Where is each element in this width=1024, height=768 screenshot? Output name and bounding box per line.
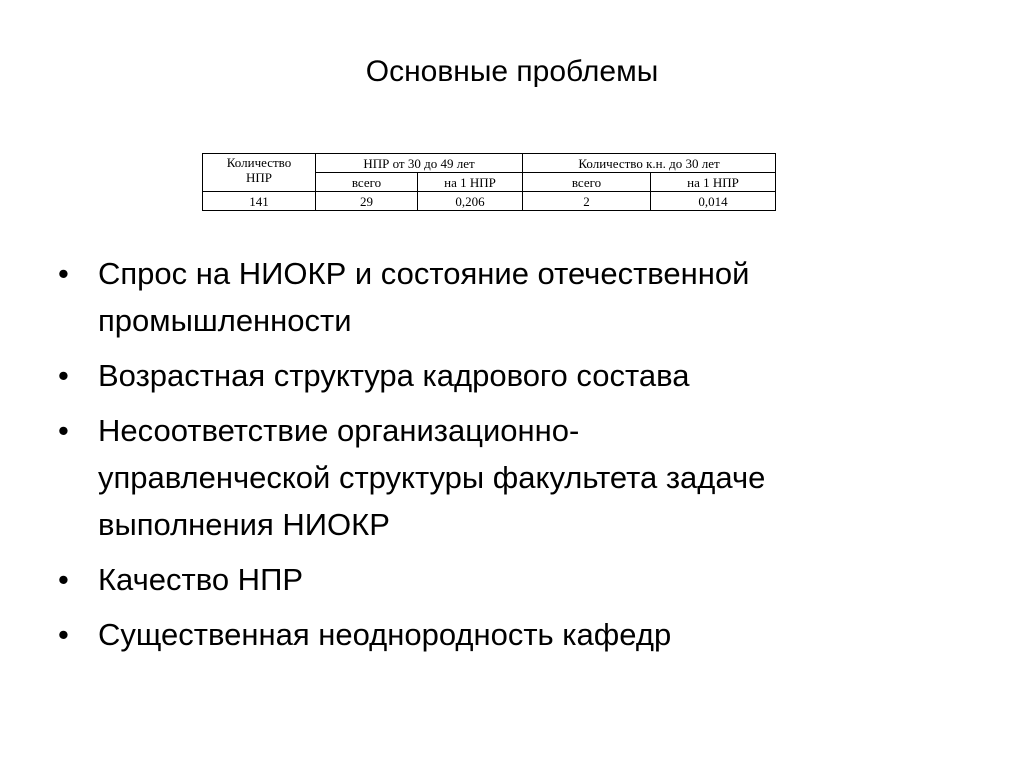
list-item-text: Несоответствие организационно- — [98, 413, 580, 448]
bullet-icon: • — [58, 256, 69, 291]
bullet-list — [58, 250, 978, 666]
list-item-text: Спрос на НИОКР и состояние отечественной — [98, 256, 750, 291]
list-item-text: Качество НПР — [98, 562, 304, 597]
table-row — [203, 192, 776, 211]
bullet-icon: • — [58, 562, 69, 597]
table-cell: 0,014 — [651, 192, 776, 211]
list-item-text: Возрастная структура кадрового состава — [98, 358, 690, 393]
list-item-text: выполнения НИОКР — [98, 507, 390, 542]
table-cell: 29 — [316, 192, 418, 211]
table-subheader-cell: всего — [316, 173, 418, 192]
bullet-icon: • — [58, 358, 69, 393]
list-item — [58, 407, 978, 548]
list-item-text: промышленности — [98, 303, 352, 338]
list-item-text: управленческой структуры факультета задаче — [98, 460, 766, 495]
list-item — [58, 611, 978, 658]
table-header-cell-group-phd-under-30: Количество к.н. до 30 лет — [523, 154, 776, 173]
table-header-cell-group-staff-30-49: НПР от 30 до 49 лет — [316, 154, 523, 173]
list-item — [58, 556, 978, 603]
list-item — [58, 250, 978, 344]
bullet-icon: • — [58, 617, 69, 652]
slide-title: Основные проблемы — [365, 55, 659, 88]
table-header-cell-staff-count — [203, 154, 316, 192]
list-item — [58, 352, 978, 399]
table-header-text: Количество — [226, 155, 292, 170]
staff-statistics-table — [202, 153, 776, 211]
table-header-text: НПР — [245, 170, 272, 185]
bullet-icon: • — [58, 413, 69, 448]
table-cell: 2 — [523, 192, 651, 211]
table-cell: 141 — [203, 192, 316, 211]
table-header-row — [203, 154, 776, 173]
table-subheader-cell: всего — [523, 173, 651, 192]
list-item-text: Существенная неоднородность кафедр — [98, 617, 672, 652]
table-subheader-cell: на 1 НПР — [418, 173, 523, 192]
table-cell: 0,206 — [418, 192, 523, 211]
table-subheader-cell: на 1 НПР — [651, 173, 776, 192]
